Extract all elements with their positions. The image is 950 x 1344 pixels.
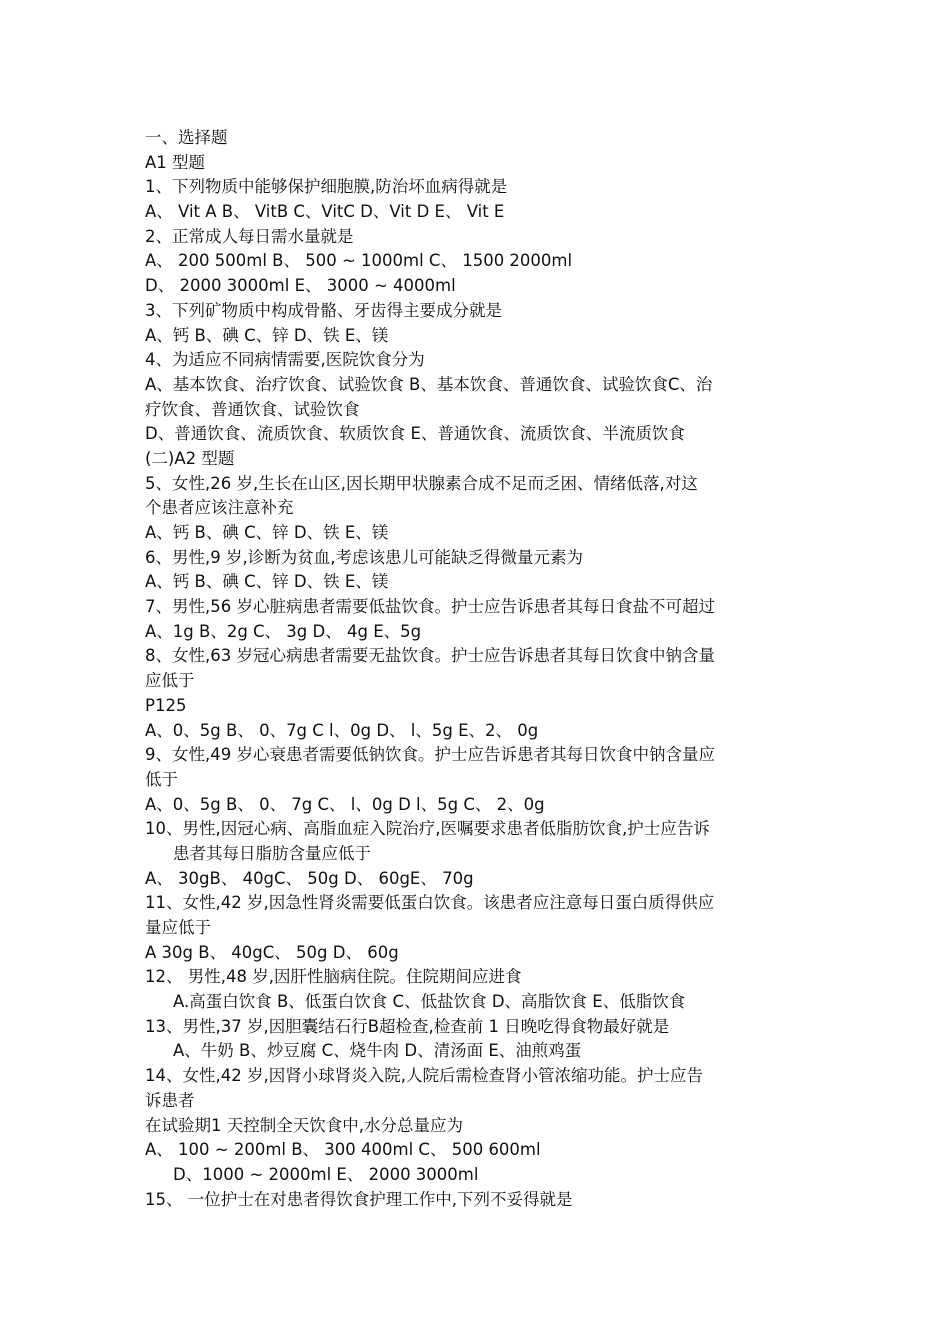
text-line: D、 2000 3000ml E、 3000 ~ 4000ml: [145, 276, 456, 296]
document-body: [145, 126, 825, 1212]
text-line: 10、男性,因冠心病、高脂血症入院治疗,医嘱要求患者低脂肪饮食,护士应告诉: [145, 819, 710, 839]
text-line: 9、女性,49 岁心衰患者需要低钠饮食。护士应告诉患者其每日饮食中钠含量应: [145, 745, 715, 765]
text-line: A、0、5g B、 0、7g C l、0g D、 l、5g E、2、 0g: [145, 720, 539, 740]
text-line: A、 30gB、 40gC、 50g D、 60gE、 70g: [145, 868, 474, 888]
text-line: 14、女性,42 岁,因肾小球肾炎入院,人院后需检查肾小管浓缩功能。护士应告: [145, 1066, 703, 1086]
text-line: 6、男性,9 岁,诊断为贫血,考虑该患儿可能缺乏得微量元素为: [145, 547, 583, 567]
text-line: 个患者应该注意补充: [145, 498, 294, 518]
text-line: 量应低于: [145, 918, 211, 937]
text-line: 3、下列矿物质中构成骨骼、牙齿得主要成分就是: [145, 300, 502, 320]
text-line: A、1g B、2g C、 3g D、 4g E、5g: [145, 621, 422, 641]
text-line: 疗饮食、普通饮食、试验饮食: [145, 399, 360, 419]
text-line: 一、选择题: [145, 128, 228, 147]
text-line: A、牛奶 B、炒豆腐 C、烧牛肉 D、清汤面 E、油煎鸡蛋: [173, 1041, 582, 1061]
text-line: 7、男性,56 岁心脏病患者需要低盐饮食。护士应告诉患者其每日食盐不可超过: [145, 597, 715, 617]
text-line: 诉患者: [145, 1090, 195, 1110]
text-line: A.高蛋白饮食 B、低蛋白饮食 C、低盐饮食 D、高脂饮食 E、低脂饮食: [173, 992, 686, 1012]
text-line: 8、女性,63 岁冠心病患者需要无盐饮食。护士应告诉患者其每日饮食中钠含量: [145, 646, 715, 666]
text-line: (二)A2 型题: [145, 448, 235, 468]
text-line: 在试验期1 天控制全天饮食中,水分总量应为: [145, 1115, 463, 1135]
text-line: D、1000 ~ 2000ml E、 2000 3000ml: [173, 1164, 479, 1184]
text-line: 5、女性,26 岁,生长在山区,因长期甲状腺素合成不足而乏困、情绪低落,对这: [145, 473, 698, 493]
text-line: A、钙 B、碘 C、锌 D、铁 E、镁: [145, 325, 389, 345]
text-line: A、 200 500ml B、 500 ~ 1000ml C、 1500 2000ml: [145, 251, 573, 271]
text-line: 15、 一位护士在对患者得饮食护理工作中,下列不妥得就是: [145, 1189, 573, 1209]
text-line: A、钙 B、碘 C、锌 D、铁 E、镁: [145, 523, 389, 542]
text-line: A、 Vit A B、 VitB C、VitC D、Vit D E、 Vit E: [145, 202, 505, 222]
text-line: A、 100 ~ 200ml B、 300 400ml C、 500 600ml: [145, 1140, 541, 1160]
text-line: A、0、5g B、 0、 7g C、 l、0g D l、5g C、 2、0g: [145, 794, 545, 814]
text-line: 1、下列物质中能够保护细胞膜,防治坏血病得就是: [145, 177, 508, 197]
text-line: 低于: [145, 769, 178, 789]
text-line: 11、女性,42 岁,因急性肾炎需要低蛋白饮食。该患者应注意每日蛋白质得供应: [145, 893, 715, 913]
text-line: 应低于: [145, 671, 195, 691]
text-line: 13、男性,37 岁,因胆囊结石行B超检查,检查前 1 日晚吃得食物最好就是: [145, 1016, 670, 1036]
text-line: 患者其每日脂肪含量应低于: [173, 843, 371, 863]
text-line: 4、为适应不同病情需要,医院饮食分为: [145, 350, 425, 370]
text-line: D、普通饮食、流质饮食、软质饮食 E、普通饮食、流质饮食、半流质饮食: [145, 424, 685, 444]
text-line: 12、 男性,48 岁,因肝性脑病住院。住院期间应进食: [145, 967, 522, 987]
text-line: P125: [145, 695, 187, 715]
text-line: 2、正常成人每日需水量就是: [145, 226, 354, 246]
text-line: A1 型题: [145, 152, 206, 172]
text-line: A、钙 B、碘 C、锌 D、铁 E、镁: [145, 572, 389, 592]
text-line: A、基本饮食、治疗饮食、试验饮食 B、基本饮食、普通饮食、试验饮食C、治: [145, 374, 713, 394]
text-line: A 30g B、 40gC、 50g D、 60g: [145, 942, 399, 962]
